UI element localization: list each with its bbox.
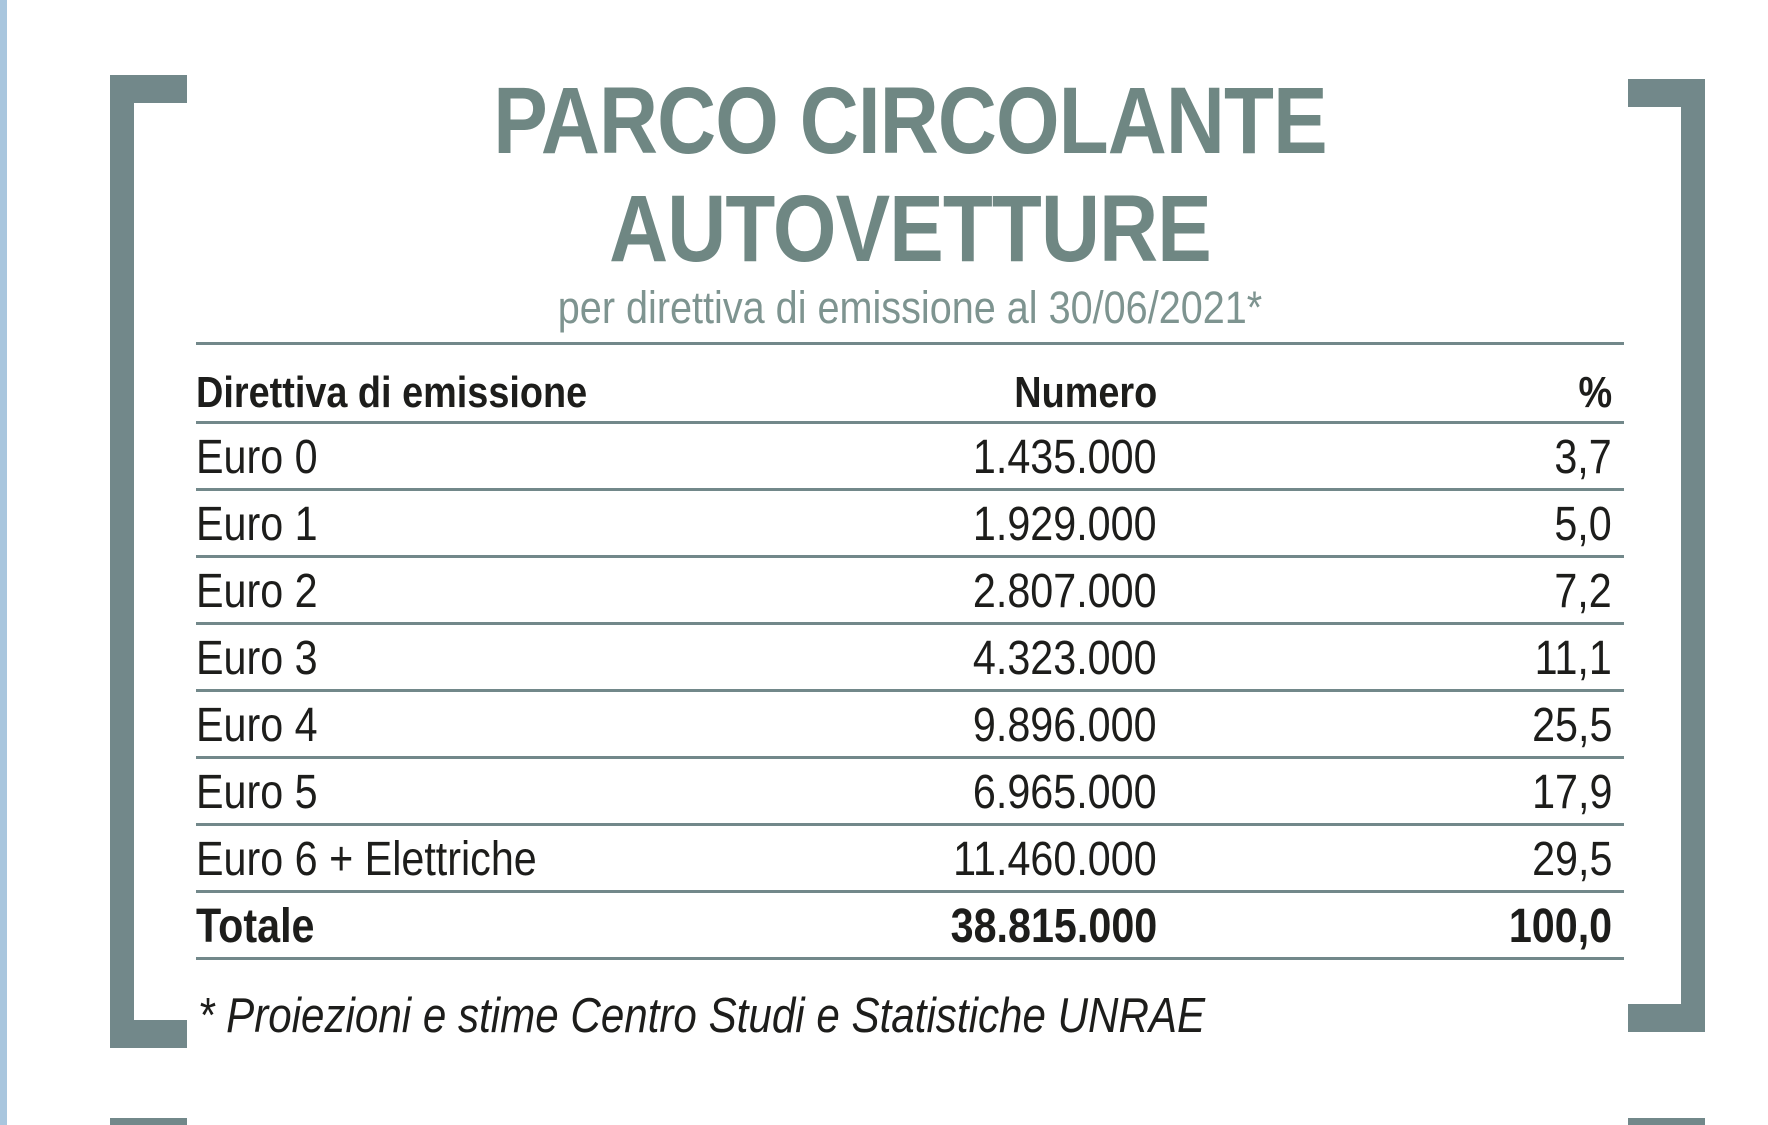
number-cell: 2.807.000 <box>973 565 1157 618</box>
table-row <box>196 826 1624 893</box>
directive-cell: Euro 0 <box>196 431 318 484</box>
percent-cell: 25,5 <box>1531 699 1612 752</box>
table-row <box>196 491 1624 558</box>
directive-cell: Euro 1 <box>196 498 318 551</box>
total-number: 38.815.000 <box>950 900 1157 953</box>
percent-cell: 11,1 <box>1534 632 1612 685</box>
percent-cell: 7,2 <box>1554 565 1612 618</box>
page-title-line2: AUTOVETTURE <box>609 176 1211 282</box>
emissions-table <box>196 342 1624 960</box>
footnote: * Proiezioni e stime Centro Studi e Statistiche UNRAE <box>198 989 1206 1043</box>
number-cell: 6.965.000 <box>973 766 1157 819</box>
percent-cell: 5,0 <box>1554 498 1612 551</box>
table-row <box>196 759 1624 826</box>
directive-cell: Euro 2 <box>196 565 318 618</box>
page-title-line1: PARCO CIRCOLANTE <box>493 68 1327 174</box>
number-cell: 4.323.000 <box>973 632 1157 685</box>
number-cell: 11.460.000 <box>953 833 1157 886</box>
column-header-number: Numero <box>1014 368 1157 417</box>
number-cell: 1.435.000 <box>973 431 1157 484</box>
directive-cell: Euro 3 <box>196 632 318 685</box>
number-cell: 9.896.000 <box>973 699 1157 752</box>
directive-cell: Euro 5 <box>196 766 318 819</box>
left-edge-strip <box>0 0 7 1125</box>
total-percent: 100,0 <box>1508 900 1612 953</box>
table-header-row <box>196 345 1624 424</box>
column-header-percent: % <box>1578 368 1612 417</box>
table-row <box>196 424 1624 491</box>
percent-cell: 3,7 <box>1554 431 1612 484</box>
column-header-directive: Direttiva di emissione <box>196 368 588 417</box>
table-row <box>196 625 1624 692</box>
percent-cell: 29,5 <box>1531 833 1612 886</box>
table-total-row <box>196 893 1624 960</box>
directive-cell: Euro 4 <box>196 699 318 752</box>
number-cell: 1.929.000 <box>973 498 1157 551</box>
table-row <box>196 558 1624 625</box>
directive-cell: Euro 6 + Elettriche <box>196 833 537 886</box>
total-label: Totale <box>196 900 315 953</box>
page-subtitle: per direttiva di emissione al 30/06/2021* <box>557 282 1263 333</box>
table-row <box>196 692 1624 759</box>
percent-cell: 17,9 <box>1531 766 1612 819</box>
